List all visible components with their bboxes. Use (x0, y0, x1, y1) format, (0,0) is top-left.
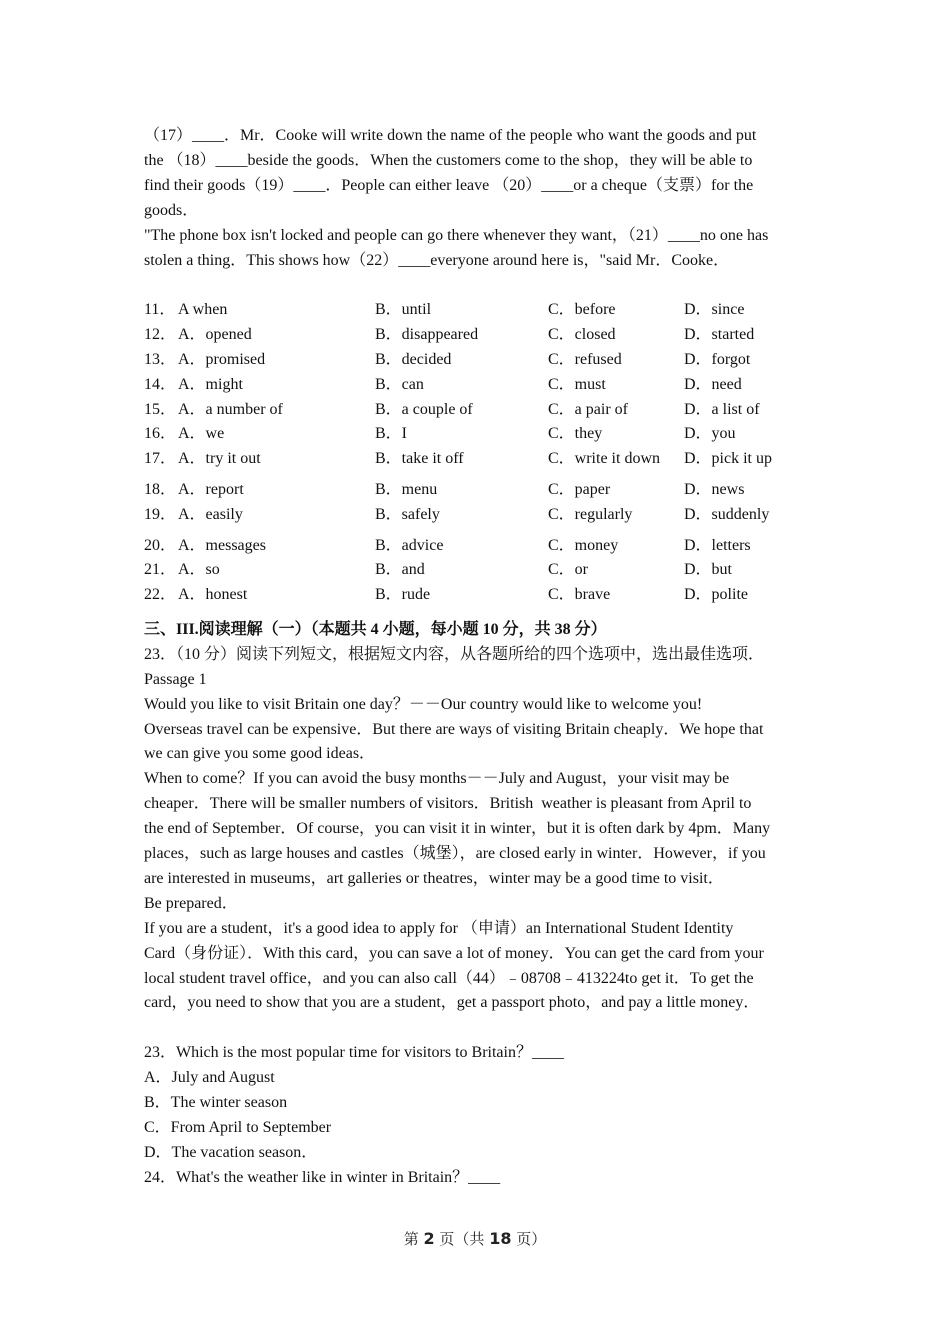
option-row (144, 422, 810, 447)
option-b: B．decided (375, 350, 452, 368)
option-a: A．so (178, 561, 220, 579)
option-row (144, 323, 810, 348)
question-number: 18． (144, 480, 177, 498)
cloze-line: goods． (144, 201, 199, 219)
reading-line: we can give you some good ideas． (144, 745, 376, 763)
reading-line: cheaper．There will be smaller numbers of visitors．British weather is pleasant from April to (144, 795, 752, 813)
spacer (144, 1016, 810, 1041)
option-a: A．report (178, 480, 244, 498)
question-number: 14． (144, 375, 177, 393)
option-c: C．money (548, 536, 619, 554)
reading-line: local student travel office，and you can also call（44）﹣08708﹣413224to get it．To get the (144, 969, 754, 987)
cloze-line: stolen a thing．This shows how（22）____everyone around here is，"said Mr．Cooke． (144, 251, 730, 269)
option-c: C．refused (548, 350, 622, 368)
question-option: C．From April to September (144, 1119, 332, 1136)
option-b: B．and (375, 561, 425, 579)
page-footer (0, 1228, 950, 1249)
reading-passage (144, 693, 810, 1017)
option-d: D．you (684, 425, 736, 443)
footer-middle: 页（共 (434, 1230, 490, 1248)
question-number: 17． (144, 450, 177, 468)
footer-page-number: 2 (423, 1229, 435, 1248)
option-b: B．advice (375, 536, 444, 554)
question-line: 24．What's the weather like in winter in Britain？____ (144, 1168, 501, 1186)
content-area (144, 124, 810, 1191)
option-c: C．a pair of (548, 400, 628, 418)
option-d: D．polite (684, 586, 748, 604)
question-number: 12． (144, 326, 177, 344)
option-d: D．pick it up (684, 450, 772, 468)
option-d: D．since (684, 301, 745, 319)
option-d: D．started (684, 326, 755, 344)
option-a: A．messages (178, 536, 266, 554)
option-c: C．brave (548, 586, 611, 604)
option-a: A．honest (178, 586, 248, 604)
option-row (144, 447, 810, 472)
footer-prefix: 第 (403, 1230, 424, 1248)
option-row (144, 503, 810, 528)
cloze-line: the （18）____beside the goods．When the customers come to the shop，they will be able to (144, 151, 753, 169)
passage-label: Passage 1 (144, 670, 207, 688)
option-a: A．we (178, 425, 225, 443)
option-row (144, 478, 810, 503)
option-d: D．letters (684, 536, 751, 554)
option-b: B．can (375, 375, 424, 393)
option-c: C．paper (548, 480, 611, 498)
option-b: B．until (375, 301, 432, 319)
reading-line: Overseas travel can be expensive．But there are ways of visiting Britain cheaply．We hope that (144, 720, 764, 738)
option-c: C．write it down (548, 450, 660, 468)
option-a: A．a number of (178, 400, 283, 418)
option-c: C．regularly (548, 505, 633, 523)
option-row (144, 298, 810, 323)
reading-line: are interested in museums，art galleries or theatres，winter may be a good time to visit． (144, 869, 724, 887)
option-b: B．disappeared (375, 326, 479, 344)
cloze-passage (144, 124, 810, 273)
cloze-line: （17）____．Mr．Cooke will write down the name of the people who want the goods and put (144, 127, 757, 144)
option-a: A．might (178, 375, 243, 393)
option-b: B．take it off (375, 450, 464, 468)
option-c: C．before (548, 301, 616, 319)
question-number: 20． (144, 536, 177, 554)
option-d: D．suddenly (684, 505, 770, 523)
option-b: B．I (375, 425, 408, 443)
option-b: B．rude (375, 586, 431, 604)
option-a: A．easily (178, 505, 243, 523)
footer-suffix: 页） (511, 1230, 547, 1248)
option-row (144, 398, 810, 423)
question-number: 13． (144, 350, 177, 368)
reading-line: When to come？If you can avoid the busy months－－July and August，your visit may be (144, 770, 730, 788)
cloze-line: find their goods（19）____．People can either leave （20）____or a cheque（支票）for the (144, 176, 754, 194)
option-row (144, 534, 810, 559)
options-table (144, 298, 810, 608)
reading-line: Card（身份证）．With this card，you can save a lot of money．You can get the card from your (144, 944, 764, 962)
option-a: A when (178, 301, 228, 319)
option-a: A．try it out (178, 450, 261, 468)
option-d: D．need (684, 375, 742, 393)
option-d: D．news (684, 480, 745, 498)
question-option: D．The vacation season． (144, 1143, 318, 1161)
reading-line: If you are a student，it's a good idea to apply for （申请）an International Student Identity (144, 919, 734, 937)
section-title: 三、III.阅读理解（一）（本题共 4 小题，每小题 10 分，共 38 分） (144, 620, 607, 638)
reading-line: places，such as large houses and castles（城堡），are closed early in winter．However，if you (144, 845, 766, 863)
spacer (144, 273, 810, 298)
section-instruction: 23．（10 分）阅读下列短文，根据短文内容，从各题所给的四个选项中，选出最佳选项． (144, 645, 765, 663)
option-row (144, 558, 810, 583)
option-c: C．or (548, 561, 589, 579)
question-number: 19． (144, 505, 177, 523)
option-b: B．safely (375, 505, 440, 523)
option-row (144, 348, 810, 373)
question-number: 22． (144, 586, 177, 604)
question-number: 21． (144, 561, 177, 579)
questions (144, 1041, 810, 1190)
option-row (144, 373, 810, 398)
reading-line: Would you like to visit Britain one day？－－Our country would like to welcome you! (144, 695, 703, 713)
question-line: 23．Which is the most popular time for visitors to Britain？____ (144, 1044, 564, 1062)
question-option: B．The winter season (144, 1094, 288, 1112)
question-number: 16． (144, 425, 177, 443)
cloze-line: "The phone box isn't locked and people can go there whenever they want，（21）____no one has (144, 226, 769, 244)
option-d: D．forgot (684, 350, 751, 368)
option-row (144, 583, 810, 608)
reading-line: Be prepared． (144, 894, 238, 912)
reading-line: the end of September．Of course，you can visit it in winter，but it is often dark by 4pm．Many (144, 820, 771, 838)
option-c: C．closed (548, 326, 616, 344)
reading-line: card，you need to show that you are a student，get a passport photo，and pay a little money． (144, 994, 760, 1012)
option-c: C．they (548, 425, 603, 443)
question-number: 11． (144, 301, 176, 319)
question-option: A．July and August (144, 1069, 275, 1087)
option-b: B．a couple of (375, 400, 473, 418)
option-a: A．opened (178, 326, 252, 344)
option-b: B．menu (375, 480, 438, 498)
question-number: 15． (144, 400, 177, 418)
option-c: C．must (548, 375, 606, 393)
option-d: D．but (684, 561, 733, 579)
footer-total-pages: 18 (489, 1229, 512, 1248)
option-a: A．promised (178, 350, 266, 368)
option-d: D．a list of (684, 400, 760, 418)
